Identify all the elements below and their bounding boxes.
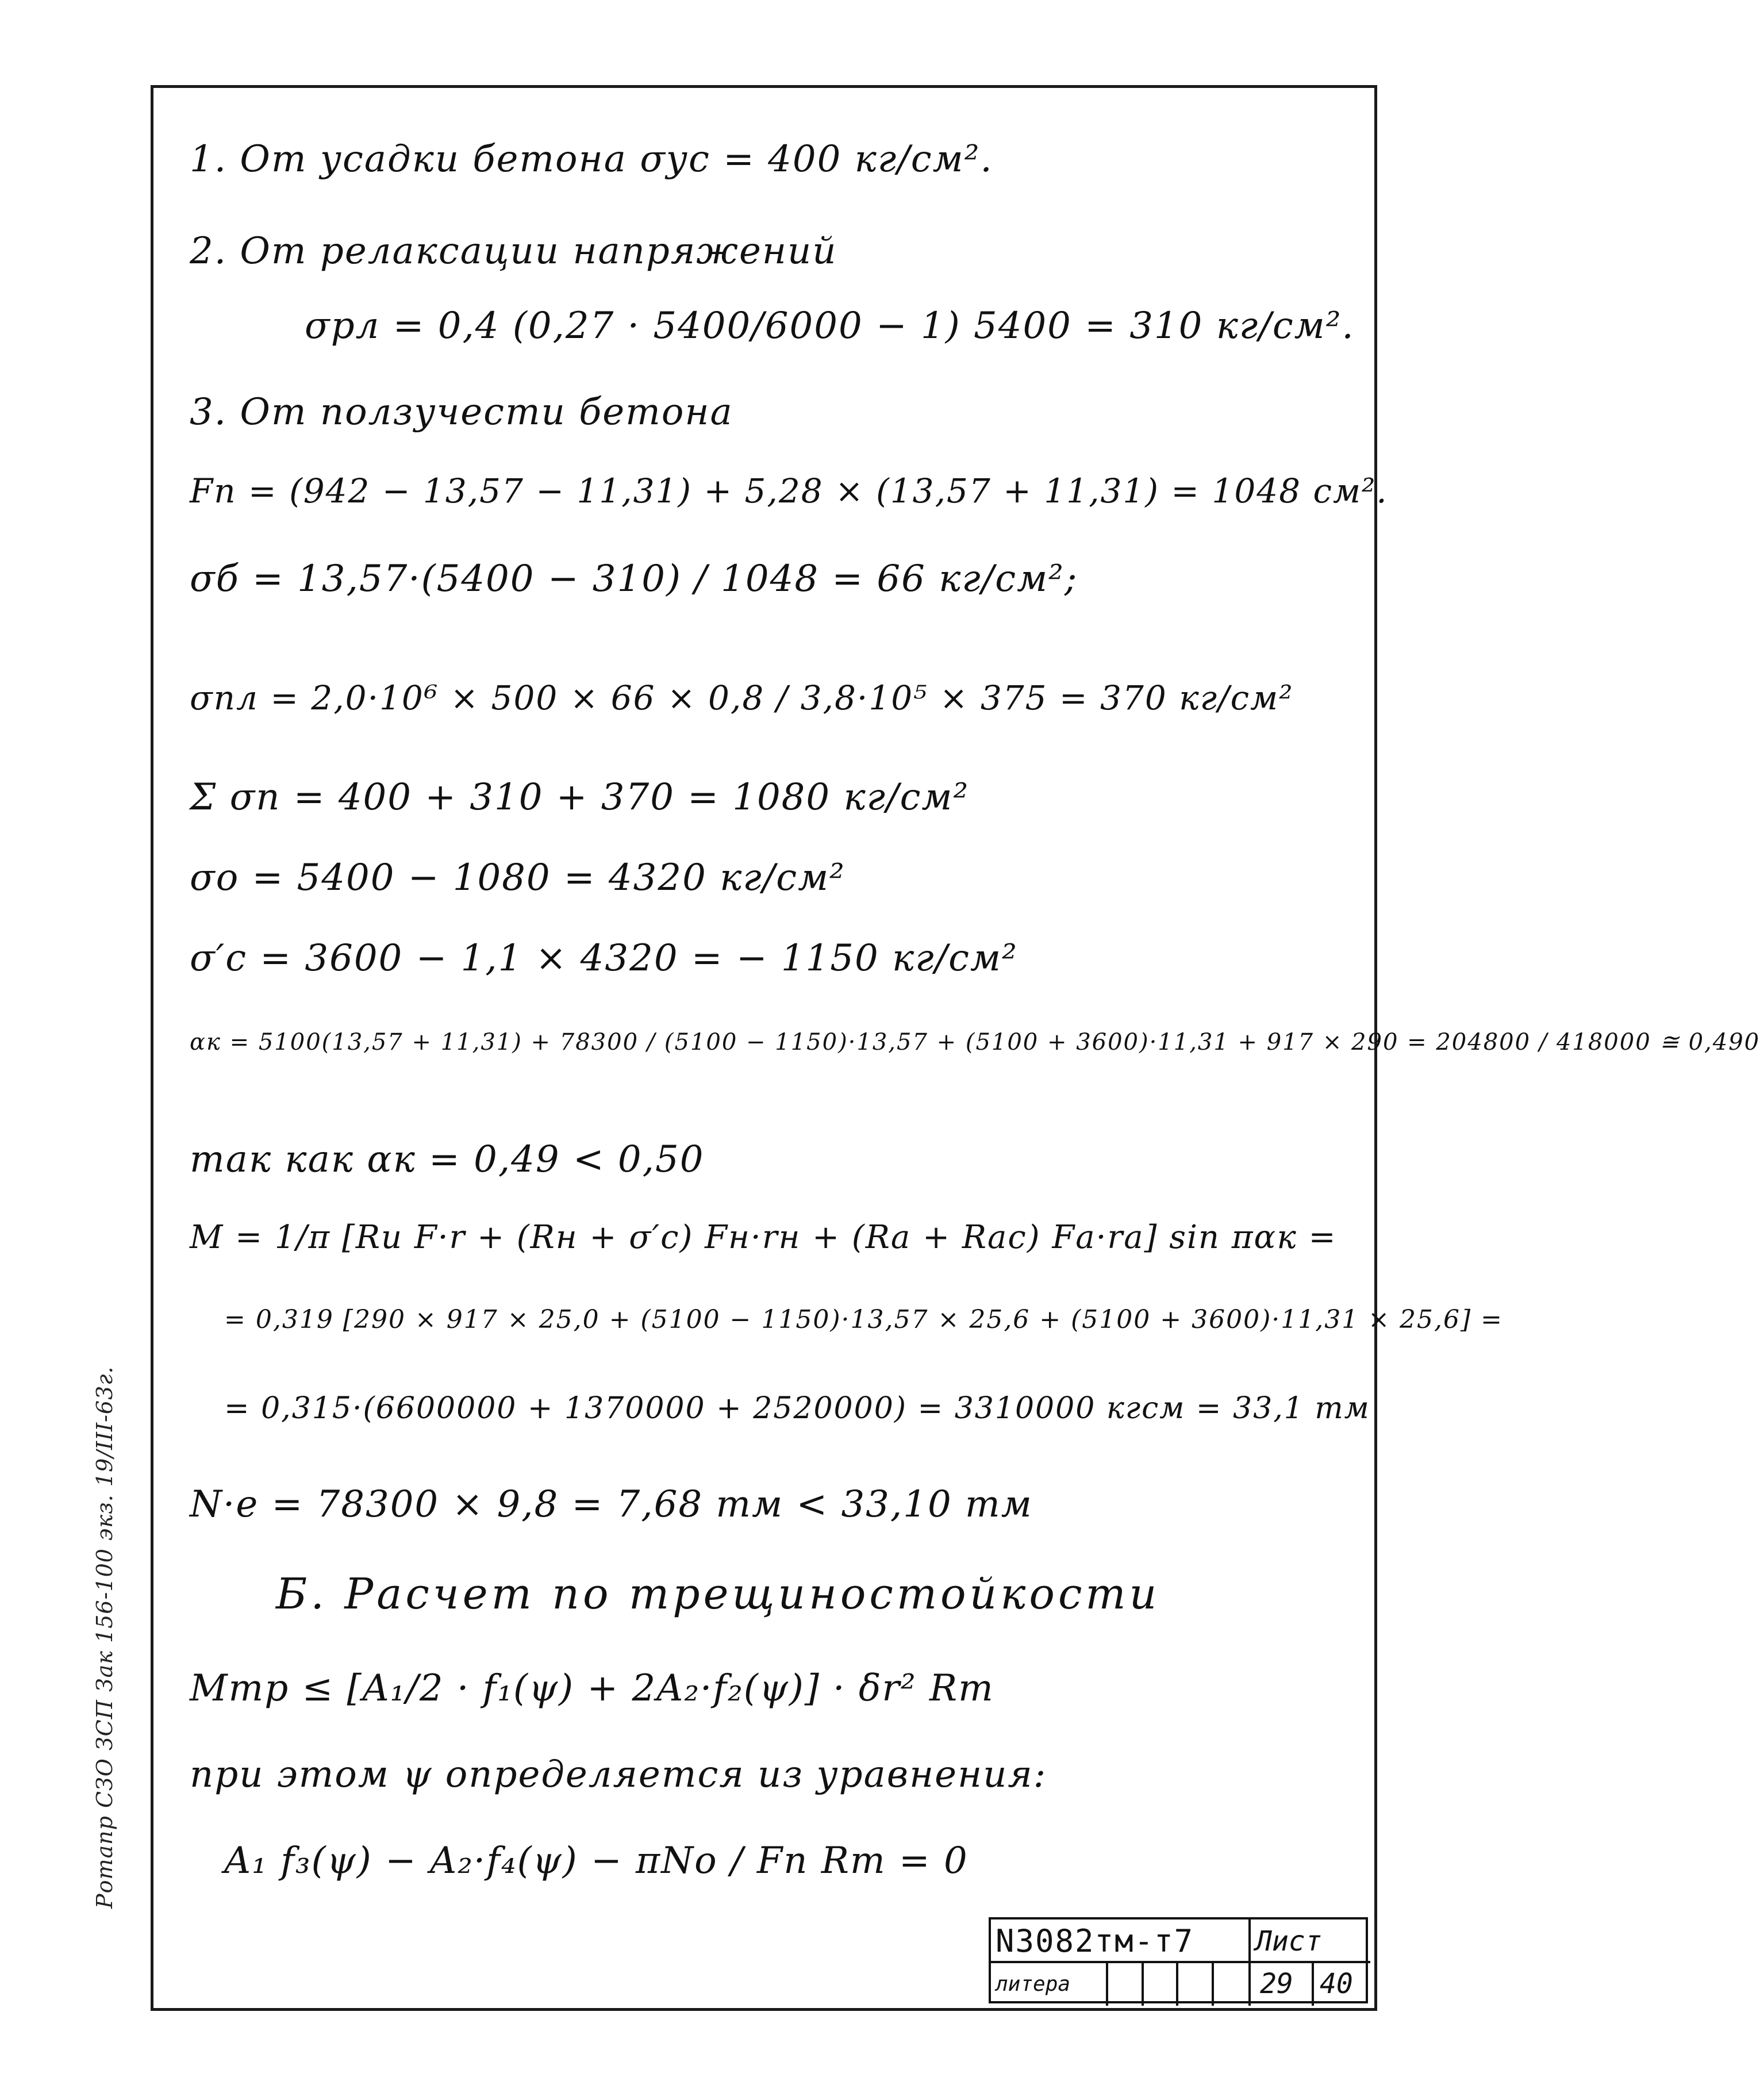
print-side-note: Ротапр СЗО ЗСП Зак 156-100 экз. 19/III-63г. xyxy=(92,1366,117,1909)
line-creep-heading: 3. От ползучести бетона xyxy=(190,391,733,433)
line-sigma-o: σо = 5400 − 1080 = 4320 кг/см² xyxy=(190,857,846,899)
sheet-total: 40 xyxy=(1320,1968,1353,2000)
sheet-number: 29 xyxy=(1260,1968,1293,2000)
line-ne-check: N·e = 78300 × 9,8 = 7,68 тм < 33,10 тм xyxy=(190,1483,1033,1526)
line-psi-equation: A₁ f₃(ψ) − A₂·f₄(ψ) − πNо / Fп Rт = 0 xyxy=(224,1840,969,1882)
line-relaxation-heading: 2. От релаксации напряжений xyxy=(190,230,837,272)
line-psi-note: при этом ψ определяется из уравнения: xyxy=(190,1753,1047,1796)
line-condition: так как αк = 0,49 < 0,50 xyxy=(190,1138,705,1181)
title-block-stamp xyxy=(989,1917,1368,2003)
line-sum-sigma: Σ σп = 400 + 310 + 370 = 1080 кг/см² xyxy=(190,776,970,819)
line-sigma-pl: σпл = 2,0·10⁶ × 500 × 66 × 0,8 / 3,8·10⁵ × 375 = 370 кг/см² xyxy=(190,678,1294,717)
line-shrinkage: 1. От усадки бетона σус = 400 кг/см². xyxy=(190,138,993,181)
line-moment-formula: M = 1/π [Rи F·r + (Rн + σ′с) Fн·rн + (Rа + Rас) Fа·rа] sin παк = xyxy=(190,1219,1337,1256)
line-relaxation-formula: σрл = 0,4 (0,27 · 5400/6000 − 1) 5400 = 310 кг/см². xyxy=(305,305,1355,347)
line-alpha-k: αк = 5100(13,57 + 11,31) + 78300 / (5100 − 1150)·13,57 + (5100 + 3600)·11,31 + 917 × 290 = 204800 / 418000 ≅ 0,490 xyxy=(190,1029,1760,1055)
document-code: N3082тм-т7 xyxy=(996,1923,1194,1959)
section-heading-crack-resistance: Б. Расчет по трещиностойкости xyxy=(276,1569,1160,1619)
line-moment-result: = 0,315·(6600000 + 1370000 + 2520000) = 3310000 кгсм = 33,1 тм xyxy=(224,1391,1370,1426)
line-sigma-b: σб = 13,57·(5400 − 310) / 1048 = 66 кг/см²; xyxy=(190,558,1078,600)
sheet-label: Лист xyxy=(1255,1925,1322,1957)
line-fp: Fп = (942 − 13,57 − 11,31) + 5,28 × (13,57 + 11,31) = 1048 см². xyxy=(190,471,1388,510)
line-sigma-c: σ′с = 3600 − 1,1 × 4320 = − 1150 кг/см² xyxy=(190,937,1018,980)
line-moment-substitution: = 0,319 [290 × 917 × 25,0 + (5100 − 1150)·13,57 × 25,6 + (5100 + 3600)·11,31 × 25,6] = xyxy=(224,1305,1504,1334)
litera-label: литера xyxy=(996,1972,1071,1996)
line-mtr-formula: Mтр ≤ [A₁/2 · f₁(ψ) + 2A₂·f₂(ψ)] · δr² Rт xyxy=(190,1667,994,1710)
